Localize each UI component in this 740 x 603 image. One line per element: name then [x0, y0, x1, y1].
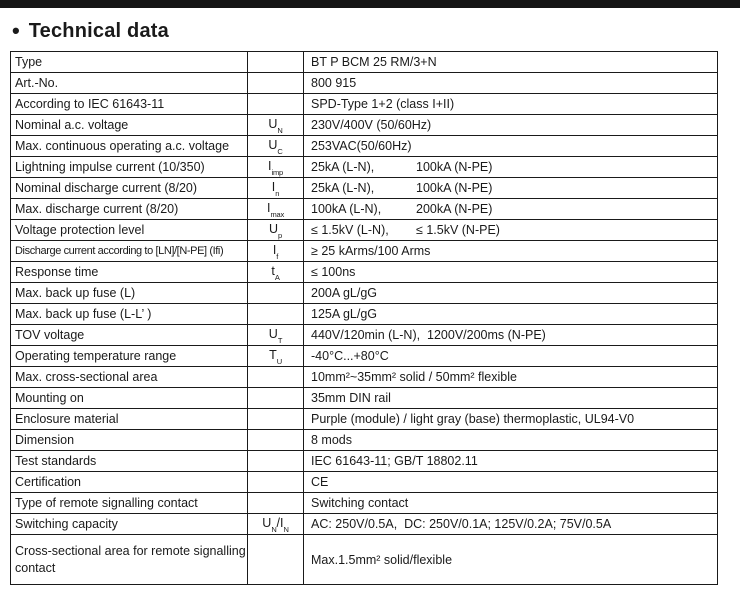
param-symbol	[248, 94, 304, 115]
table-row	[11, 535, 718, 585]
param-label: Operating temperature range	[11, 346, 248, 367]
param-label: Test standards	[11, 451, 248, 472]
param-symbol	[248, 493, 304, 514]
param-value: SPD-Type 1+2 (class I+II)	[304, 94, 718, 115]
table-row	[11, 472, 718, 493]
page-top-rule	[0, 0, 740, 8]
param-label: Voltage protection level	[11, 220, 248, 241]
param-label: Max. continuous operating a.c. voltage	[11, 136, 248, 157]
table-row	[11, 325, 718, 346]
param-value: ≤ 100ns	[304, 262, 718, 283]
table-row	[11, 514, 718, 535]
param-label: Art.-No.	[11, 73, 248, 94]
param-value: Max.1.5mm² solid/flexible	[304, 535, 718, 585]
param-symbol	[248, 52, 304, 73]
technical-data-table	[10, 51, 718, 585]
table-row	[11, 388, 718, 409]
param-value: Switching contact	[304, 493, 718, 514]
param-value: 253VAC(50/60Hz)	[304, 136, 718, 157]
param-value: 35mm DIN rail	[304, 388, 718, 409]
table-row	[11, 73, 718, 94]
param-label: Type	[11, 52, 248, 73]
param-symbol	[248, 283, 304, 304]
param-label: Mounting on	[11, 388, 248, 409]
table-row	[11, 199, 718, 220]
table-row	[11, 430, 718, 451]
param-symbol	[248, 388, 304, 409]
param-symbol	[248, 409, 304, 430]
table-row	[11, 304, 718, 325]
table-row	[11, 346, 718, 367]
param-label: Enclosure material	[11, 409, 248, 430]
param-symbol: $I_f$	[248, 241, 304, 262]
table-row	[11, 178, 718, 199]
param-symbol	[248, 304, 304, 325]
param-symbol: $I_{imp}$	[248, 157, 304, 178]
param-label: Nominal discharge current (8/20)	[11, 178, 248, 199]
param-symbol: $U_C$	[248, 136, 304, 157]
param-symbol	[248, 535, 304, 585]
table-row	[11, 52, 718, 73]
param-label: Cross-sectional area for remote signalling contact	[11, 535, 248, 585]
param-symbol: $U_N/I_N$	[248, 514, 304, 535]
table-row	[11, 409, 718, 430]
technical-data-table-body	[11, 52, 718, 585]
section-header	[12, 17, 169, 43]
table-row	[11, 283, 718, 304]
param-value: 800 915	[304, 73, 718, 94]
param-value: 200A gL/gG	[304, 283, 718, 304]
param-value: 25kA (L-N), 100kA (N-PE)	[304, 178, 718, 199]
param-value: IEC 61643-11; GB/T 18802.11	[304, 451, 718, 472]
param-label: Discharge current according to [LN]/[N-PE] (Ifi)	[11, 241, 248, 262]
param-symbol: $I_n$	[248, 178, 304, 199]
page-title: Technical data	[28, 20, 169, 42]
param-symbol	[248, 472, 304, 493]
table-row	[11, 241, 718, 262]
param-symbol: $U_p$	[248, 220, 304, 241]
param-value: CE	[304, 472, 718, 493]
table-row	[11, 262, 718, 283]
table-row	[11, 115, 718, 136]
param-label: Type of remote signalling contact	[11, 493, 248, 514]
table-row	[11, 451, 718, 472]
param-value: 230V/400V (50/60Hz)	[304, 115, 718, 136]
table-row	[11, 220, 718, 241]
param-symbol: $t_A$	[248, 262, 304, 283]
param-label: Response time	[11, 262, 248, 283]
param-label: Lightning impulse current (10/350)	[11, 157, 248, 178]
param-value: Purple (module) / light gray (base) thermoplastic, UL94-V0	[304, 409, 718, 430]
param-label: Nominal a.c. voltage	[11, 115, 248, 136]
param-symbol	[248, 451, 304, 472]
param-value: 100kA (L-N), 200kA (N-PE)	[304, 199, 718, 220]
param-value: AC: 250V/0.5A, DC: 250V/0.1A; 125V/0.2A; 75V/0.5A	[304, 514, 718, 535]
param-value: 10mm²~35mm² solid / 50mm² flexible	[304, 367, 718, 388]
param-value: ≤ 1.5kV (L-N), ≤ 1.5kV (N-PE)	[304, 220, 718, 241]
param-symbol: $I_{max}$	[248, 199, 304, 220]
param-value: 125A gL/gG	[304, 304, 718, 325]
param-value: ≥ 25 kArms/100 Arms	[304, 241, 718, 262]
bullet-icon: •	[12, 17, 20, 43]
param-symbol: $T_U$	[248, 346, 304, 367]
table-row	[11, 94, 718, 115]
param-symbol: $U_T$	[248, 325, 304, 346]
param-symbol	[248, 73, 304, 94]
param-label: Max. back up fuse (L-L’ )	[11, 304, 248, 325]
param-label: TOV voltage	[11, 325, 248, 346]
param-value: 8 mods	[304, 430, 718, 451]
param-value: -40°C...+80°C	[304, 346, 718, 367]
table-row	[11, 493, 718, 514]
param-label: Dimension	[11, 430, 248, 451]
table-row	[11, 136, 718, 157]
table-row	[11, 157, 718, 178]
param-value: BT P BCM 25 RM/3+N	[304, 52, 718, 73]
param-label: According to IEC 61643-11	[11, 94, 248, 115]
param-symbol	[248, 430, 304, 451]
param-value: 25kA (L-N), 100kA (N-PE)	[304, 157, 718, 178]
param-label: Switching capacity	[11, 514, 248, 535]
table-row	[11, 367, 718, 388]
param-symbol	[248, 367, 304, 388]
param-label: Max. cross-sectional area	[11, 367, 248, 388]
param-label: Max. back up fuse (L)	[11, 283, 248, 304]
param-value: 440V/120min (L-N), 1200V/200ms (N-PE)	[304, 325, 718, 346]
param-label: Certification	[11, 472, 248, 493]
param-symbol: $U_N$	[248, 115, 304, 136]
param-label: Max. discharge current (8/20)	[11, 199, 248, 220]
